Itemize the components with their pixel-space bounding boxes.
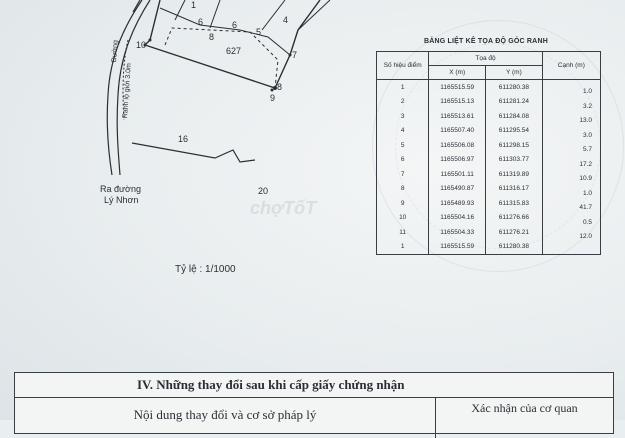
parcel-16: 16: [178, 134, 189, 144]
road-caption-1: Ra đường: [100, 184, 141, 194]
map-point-8: 8: [277, 82, 283, 92]
parcel-map: [0, 0, 370, 300]
point-cell: 3: [377, 109, 429, 124]
map-point-1: 1: [191, 0, 197, 10]
point-cell: 1: [377, 240, 429, 255]
point-cell: 11: [377, 225, 429, 240]
edge-cell: 13.0: [579, 117, 592, 124]
y-cell: 611280.38: [486, 80, 543, 95]
x-cell: 1165489.93: [429, 196, 486, 211]
edge-cell: 5.7: [582, 146, 592, 153]
x-cell: 1165513.61: [429, 109, 486, 124]
table-row: [377, 182, 601, 197]
edge-cell: 17.2: [579, 160, 592, 168]
table-row: [377, 196, 601, 211]
table-row: [377, 225, 601, 240]
point-cell: 1: [377, 80, 429, 95]
y-cell: 611315.83: [486, 196, 543, 211]
point-cell: 4: [377, 124, 429, 139]
map-point-6a: 6: [198, 17, 204, 27]
x-cell: 1165504.16: [429, 211, 486, 226]
y-cell: 611284.08: [486, 109, 543, 124]
y-cell: 611276.66: [486, 211, 543, 226]
map-point-5: 5: [256, 27, 262, 37]
table-row: [377, 124, 601, 139]
edge-cell: 41.7: [579, 204, 592, 211]
changes-content-header: Nội dung thay đổi và cơ sở pháp lý: [15, 398, 436, 438]
y-cell: 611298.15: [486, 138, 543, 153]
header-edge: Cạnh (m): [542, 52, 600, 80]
x-cell: 1165515.13: [429, 95, 486, 110]
x-cell: 1165490.87: [429, 182, 486, 197]
header-point-number: Số hiệu điểm: [377, 52, 429, 80]
edge-cell: 3.2: [582, 102, 592, 110]
edge-cell: 10.9: [579, 175, 592, 182]
watermark-logo: chợTốT: [250, 198, 317, 218]
parcel-20: 20: [258, 186, 269, 196]
map-point-8a: 8: [209, 32, 215, 42]
edge-cell: 3.0: [582, 131, 592, 139]
table-row: [377, 95, 601, 110]
x-cell: 1165501.11: [429, 167, 486, 182]
x-cell: 1165507.40: [429, 124, 486, 139]
changes-section: [14, 372, 614, 434]
confirmation-header: Xác nhận của cơ quan: [471, 401, 578, 415]
table-row: [377, 240, 601, 255]
map-point-9: 9: [270, 93, 276, 103]
y-cell: 611280.38: [486, 240, 543, 255]
point-cell: 5: [377, 138, 429, 153]
coords-table-title: BẢNG LIỆT KÊ TỌA ĐỘ GÓC RANH: [424, 38, 548, 45]
y-cell: 611316.17: [486, 182, 543, 197]
y-cell: 611303.77: [486, 153, 543, 168]
edge-cell: 1.0: [582, 189, 592, 197]
y-cell: 611281.24: [486, 95, 543, 110]
y-cell: 611276.21: [486, 225, 543, 240]
table-row: [377, 80, 601, 95]
table-row: [377, 109, 601, 124]
edge-cell: 1.0: [582, 88, 592, 95]
header-y: Y (m): [486, 66, 543, 80]
y-cell: 611295.54: [486, 124, 543, 139]
point-cell: 8: [377, 182, 429, 197]
map-point-10: 10: [136, 40, 147, 50]
table-row: [377, 138, 601, 153]
header-coordinates: Tọa độ: [429, 52, 542, 66]
y-cell: 611319.89: [486, 167, 543, 182]
table-row: [377, 167, 601, 182]
parcel-number: 627: [226, 46, 242, 56]
coords-table: [376, 51, 601, 255]
point-cell: 7: [377, 167, 429, 182]
border-label: Ranh lộ giới 3.0m: [122, 62, 133, 119]
x-cell: 1165515.59: [429, 80, 486, 95]
point-cell: 9: [377, 196, 429, 211]
point-cell: 10: [377, 211, 429, 226]
map-point-4: 4: [283, 15, 289, 25]
section-iv-title: IV. Những thay đổi sau khi cấp giấy chứng nhận: [15, 373, 613, 398]
x-cell: 1165506.08: [429, 138, 486, 153]
table-row: [377, 211, 601, 226]
point-cell: 6: [377, 153, 429, 168]
map-scale: Tỷ lệ : 1/1000: [175, 264, 236, 275]
map-point-7: 7: [292, 50, 298, 60]
point-cell: 2: [377, 95, 429, 110]
map-point-6: 6: [232, 20, 238, 30]
header-x: X (m): [429, 66, 486, 80]
edge-cell: 0.5: [582, 218, 592, 226]
road-label: Đường: [111, 39, 120, 63]
x-cell: 1165515.59: [429, 240, 486, 255]
x-cell: 1165506.97: [429, 153, 486, 168]
edge-cell: 12.0: [579, 233, 592, 240]
x-cell: 1165504.33: [429, 225, 486, 240]
table-row: [377, 153, 601, 168]
road-caption-2: Lý Nhơn: [104, 195, 139, 205]
